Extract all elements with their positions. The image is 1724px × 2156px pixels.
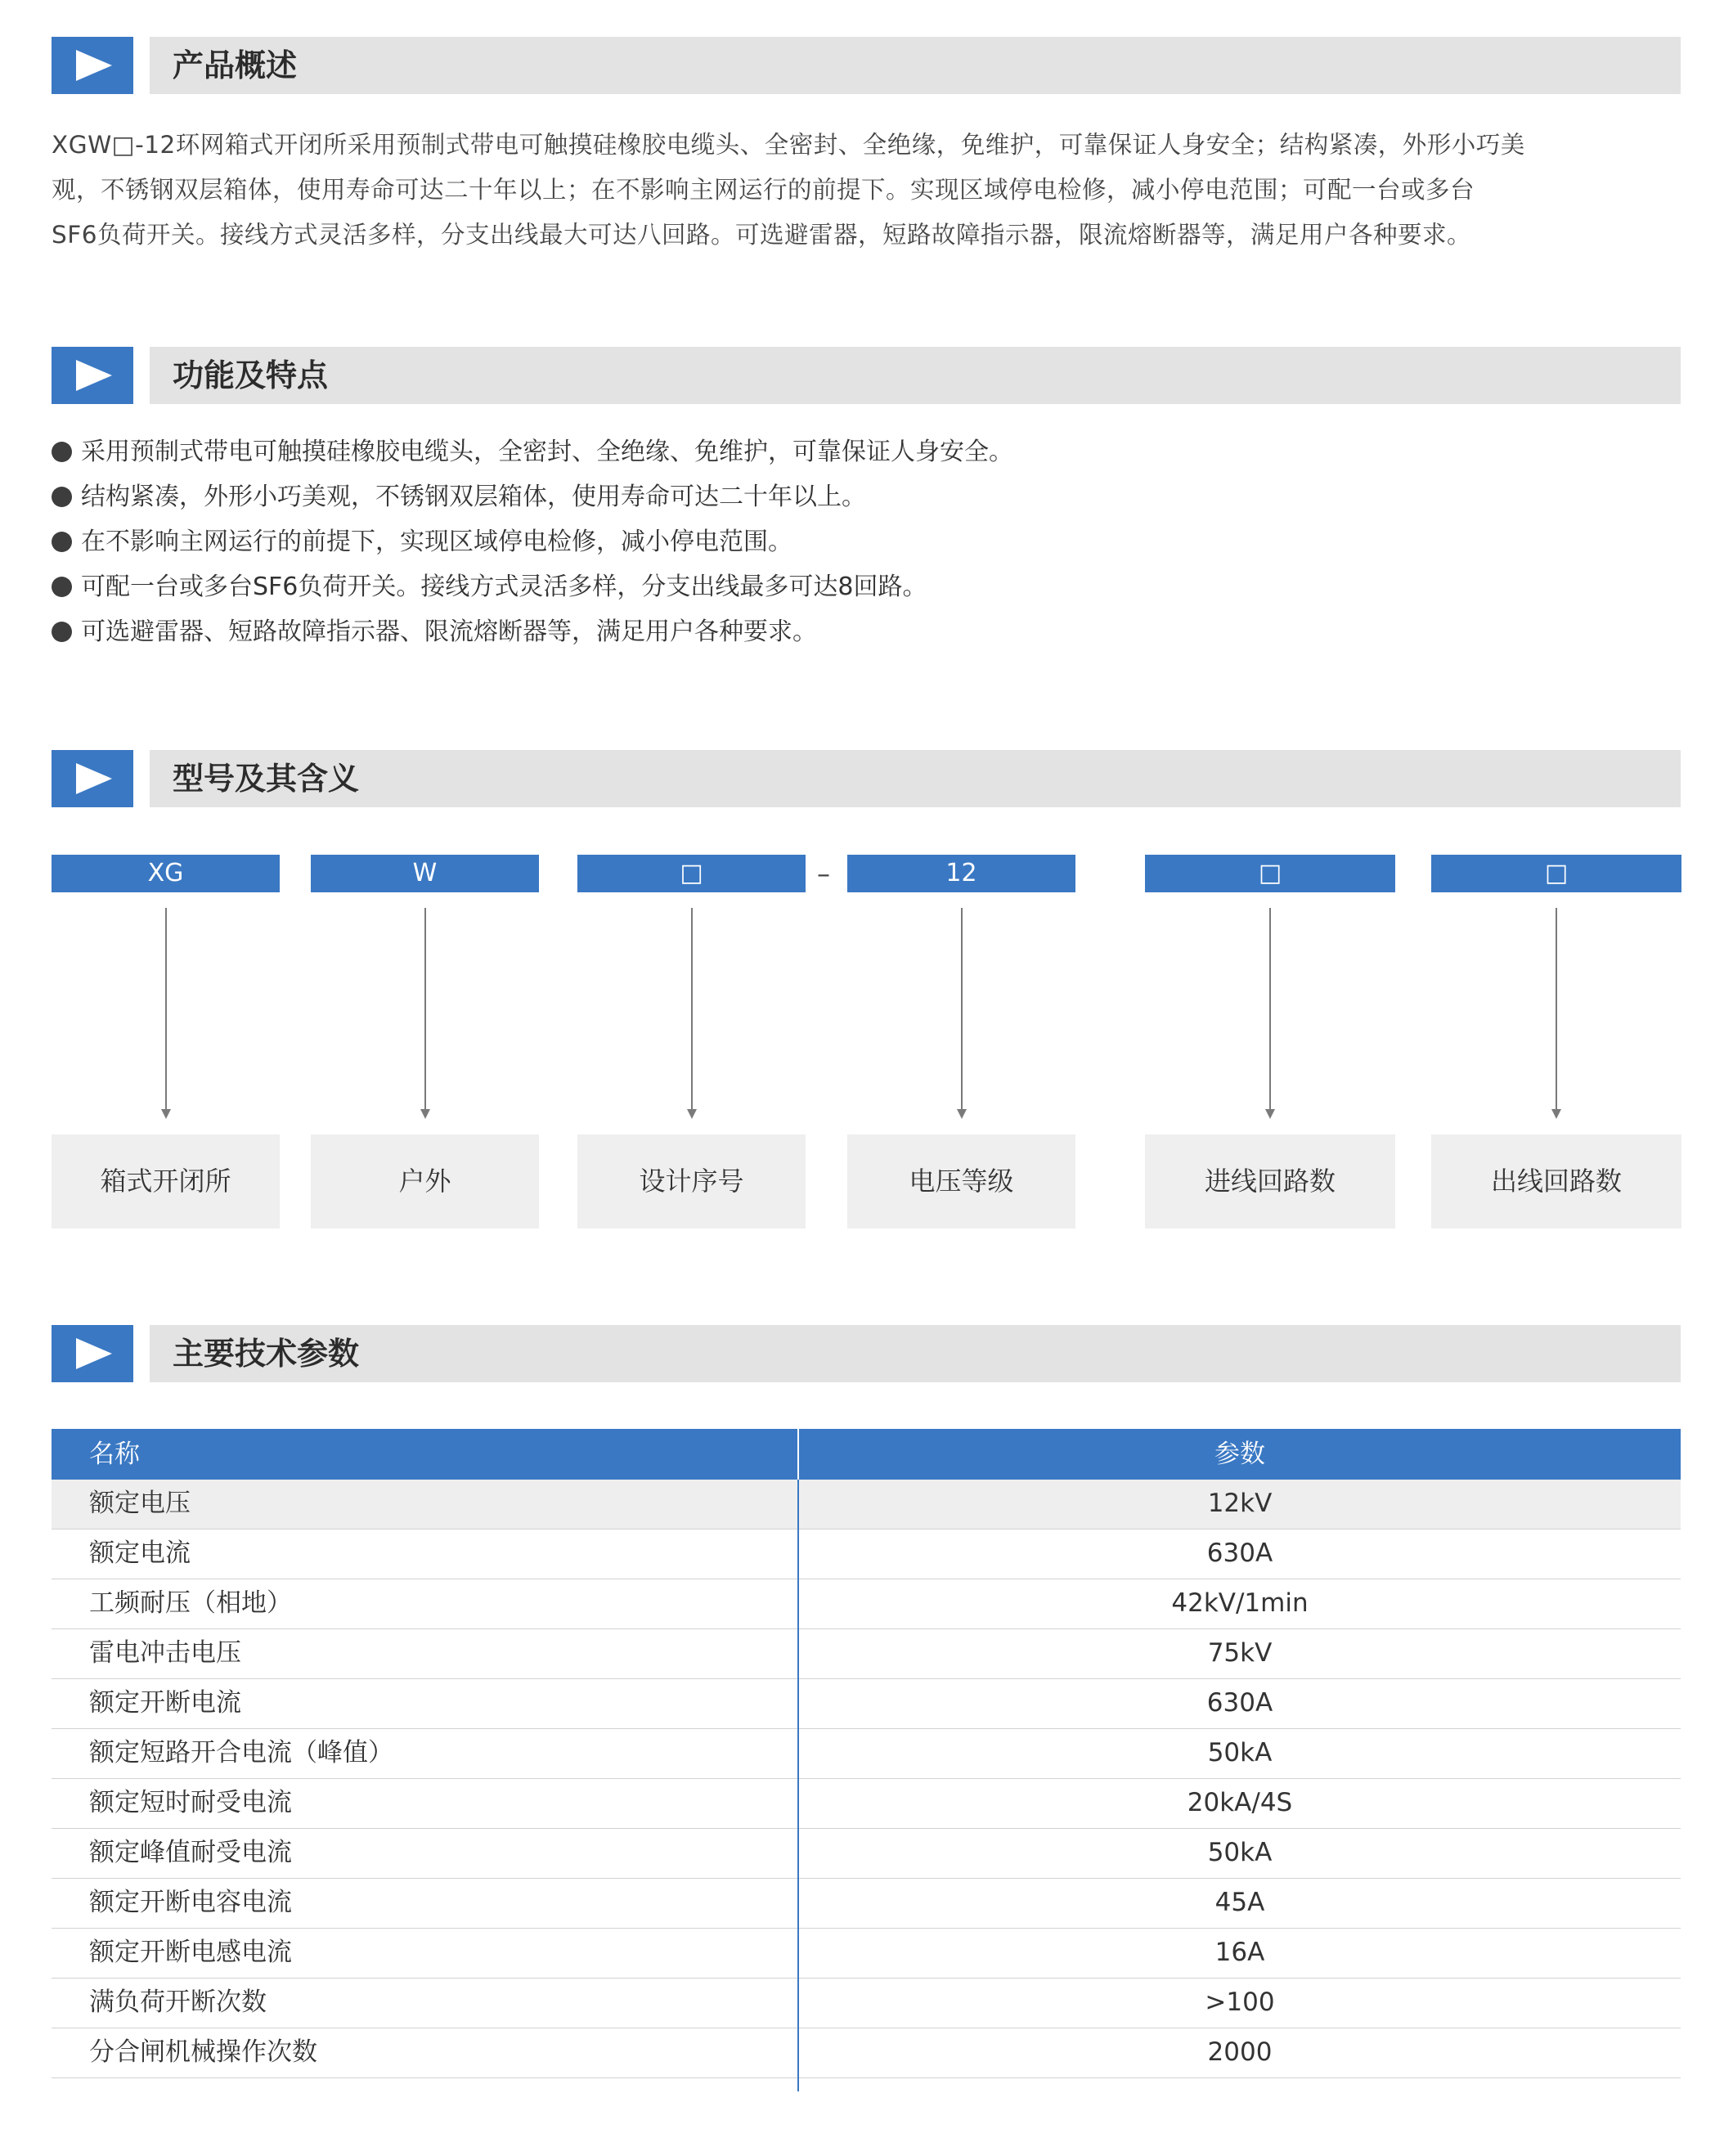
feature-text: 采用预制式带电可触摸硅橡胶电缆头，全密封、全绝缘、免维护，可靠保证人身安全。 (81, 438, 1013, 466)
section-badge (52, 347, 133, 404)
feature-text: 可选避雷器、短路故障指示器、限流熔断器等，满足用户各种要求。 (81, 618, 817, 646)
param-value: 12kV (1207, 1489, 1273, 1518)
model-meaning-box: 户外 (311, 1134, 539, 1228)
table-row (52, 1729, 1681, 1779)
arrow-down-icon (957, 1109, 967, 1119)
play-triangle-icon (76, 1338, 112, 1369)
model-meaning-box: 出线回路数 (1431, 1134, 1681, 1228)
list-item (52, 429, 1681, 474)
model-code-box: XG (52, 855, 280, 892)
arrow-line (691, 908, 693, 1111)
table-row (52, 1879, 1681, 1929)
arrow-down-icon (687, 1109, 697, 1119)
section-bar (150, 750, 1681, 807)
param-name: 额定短时耐受电流 (89, 1788, 292, 1817)
list-item (52, 519, 1681, 564)
param-name: 满负荷开断次数 (89, 1988, 267, 2017)
section-header-params (52, 1325, 1681, 1382)
param-value: 50kA (1207, 1838, 1273, 1867)
feature-list (52, 429, 1681, 654)
param-value: 630A (1206, 1688, 1273, 1718)
model-code-box: W (311, 855, 539, 892)
list-item (52, 609, 1681, 654)
param-value: 20kA/4S (1187, 1788, 1293, 1817)
table-row (52, 1979, 1681, 2028)
param-value: >100 (1205, 1988, 1275, 2017)
table-row (52, 1480, 1681, 1529)
table-row (52, 1679, 1681, 1729)
column-divider (797, 1480, 799, 2091)
bullet-icon (52, 442, 72, 462)
param-value: 630A (1206, 1538, 1273, 1568)
param-name: 额定开断电容电流 (89, 1888, 292, 1917)
section-badge (52, 1325, 133, 1382)
param-value: 50kA (1207, 1738, 1273, 1767)
param-value: 2000 (1207, 2037, 1273, 2067)
arrow-line (165, 908, 167, 1111)
bullet-icon (52, 622, 72, 642)
table-row (52, 2028, 1681, 2078)
play-triangle-icon (76, 763, 112, 794)
param-name: 额定电压 (89, 1489, 191, 1518)
feature-text: 在不影响主网运行的前提下，实现区域停电检修，减小停电范围。 (81, 528, 792, 556)
param-name: 雷电冲击电压 (89, 1638, 241, 1668)
table-row (52, 1579, 1681, 1629)
section-header-features (52, 347, 1681, 404)
model-code-box: □ (577, 855, 806, 892)
arrow-down-icon (1265, 1109, 1275, 1119)
list-item (52, 564, 1681, 609)
section-badge (52, 750, 133, 807)
param-name: 额定开断电感电流 (89, 1938, 292, 1967)
param-name: 分合闸机械操作次数 (89, 2037, 317, 2067)
overview-line: SF6负荷开关。接线方式灵活多样，分支出线最大可达八回路。可选避雷器，短路故障指示器，限流熔断器等，满足用户各种要求。 (52, 221, 1471, 249)
param-name: 额定开断电流 (89, 1688, 241, 1718)
model-meaning-box: 电压等级 (847, 1134, 1075, 1228)
model-meaning-box: 设计序号 (577, 1134, 806, 1228)
column-header-name: 名称 (89, 1440, 140, 1469)
model-code-box: □ (1145, 855, 1395, 892)
arrow-line (961, 908, 963, 1111)
model-meaning-box: 箱式开闭所 (52, 1134, 280, 1228)
table-row (52, 1829, 1681, 1879)
section-title: 主要技术参数 (173, 1336, 360, 1372)
table-row (52, 1779, 1681, 1829)
model-code-box: □ (1431, 855, 1681, 892)
bullet-icon (52, 487, 72, 507)
section-title: 型号及其含义 (173, 761, 360, 797)
model-dash: – (817, 858, 830, 889)
section-title: 功能及特点 (173, 357, 329, 393)
play-triangle-icon (76, 50, 112, 81)
section-header-model (52, 750, 1681, 807)
bullet-icon (52, 577, 72, 597)
param-name: 额定电流 (89, 1538, 191, 1568)
arrow-down-icon (1551, 1109, 1561, 1119)
model-code-box: 12 (847, 855, 1075, 892)
list-item (52, 474, 1681, 519)
table-row (52, 1629, 1681, 1679)
arrow-line (1269, 908, 1271, 1111)
section-title: 产品概述 (173, 47, 298, 83)
table-row (52, 1529, 1681, 1579)
overview-line: 观，不锈钢双层箱体，使用寿命可达二十年以上；在不影响主网运行的前提下。实现区域停电检修，减小停电范围；可配一台或多台 (52, 176, 1475, 204)
parameters-table (52, 1429, 1681, 2078)
arrow-line (1556, 908, 1557, 1111)
param-value: 45A (1214, 1888, 1265, 1917)
param-value: 75kV (1207, 1638, 1273, 1668)
play-triangle-icon (76, 360, 112, 391)
arrow-down-icon (161, 1109, 171, 1119)
section-header-overview (52, 37, 1681, 94)
param-value: 42kV/1min (1171, 1588, 1309, 1618)
table-row (52, 1929, 1681, 1979)
section-bar (150, 1325, 1681, 1382)
feature-text: 可配一台或多台SF6负荷开关。接线方式灵活多样，分支出线最多可达8回路。 (81, 573, 927, 601)
feature-text: 结构紧凑，外形小巧美观，不锈钢双层箱体，使用寿命可达二十年以上。 (81, 483, 866, 511)
overview-paragraph (52, 123, 1681, 258)
arrow-down-icon (420, 1109, 430, 1119)
column-header-value: 参数 (1214, 1440, 1265, 1469)
table-header (52, 1429, 1681, 1480)
section-bar (150, 347, 1681, 404)
overview-line: XGW□-12环网箱式开闭所采用预制式带电可触摸硅橡胶电缆头、全密封、全绝缘，免维护，可靠保证人身安全；结构紧凑，外形小巧美 (52, 131, 1525, 159)
param-name: 工频耐压（相地） (89, 1588, 292, 1618)
param-name: 额定短路开合电流（峰值） (89, 1738, 393, 1767)
section-bar (150, 37, 1681, 94)
bullet-icon (52, 532, 72, 552)
param-value: 16A (1214, 1938, 1265, 1967)
model-meaning-box: 进线回路数 (1145, 1134, 1395, 1228)
section-badge (52, 37, 133, 94)
arrow-line (424, 908, 426, 1111)
param-name: 额定峰值耐受电流 (89, 1838, 292, 1867)
